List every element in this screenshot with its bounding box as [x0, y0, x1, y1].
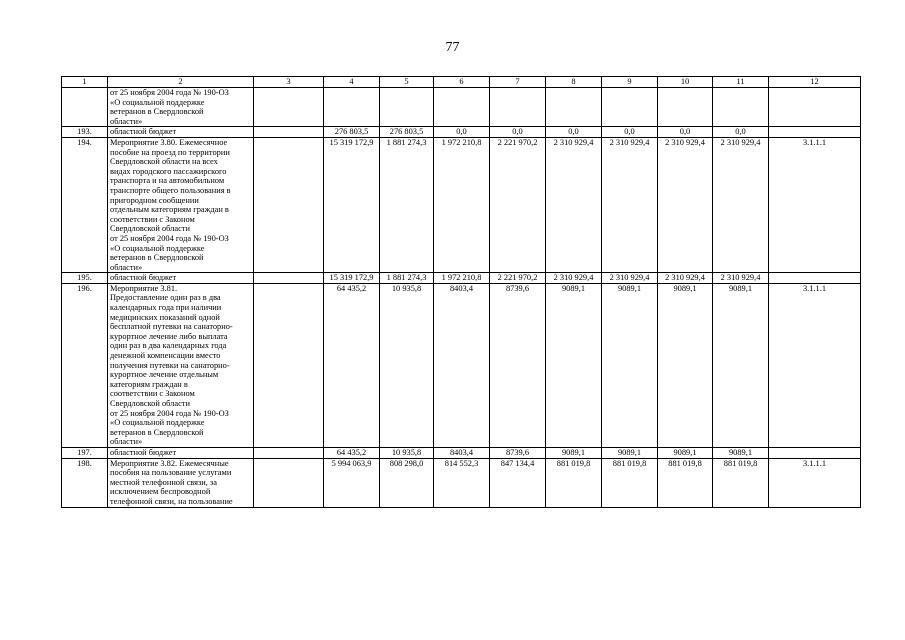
- column-header-9: 9: [602, 77, 658, 88]
- column-header-8: 8: [546, 77, 602, 88]
- value-year-5: 9089,1: [602, 283, 658, 447]
- value-year-6: 0,0: [658, 127, 713, 138]
- value-year-6: 2 310 929,4: [658, 137, 713, 272]
- table-row: [62, 273, 861, 284]
- row-col3: [254, 88, 324, 127]
- value-year-2: 814 552,3: [434, 458, 490, 507]
- value-total: [324, 88, 380, 127]
- value-year-4: [546, 88, 602, 127]
- row-description: областной бюджет: [108, 447, 254, 458]
- value-total: 15 319 172,9: [324, 137, 380, 272]
- column-header-10: 10: [658, 77, 713, 88]
- column-header-6: 6: [434, 77, 490, 88]
- page-number: 77: [445, 40, 460, 55]
- table-row: [62, 88, 861, 127]
- value-year-1: 808 298,0: [380, 458, 434, 507]
- table-row: [62, 447, 861, 458]
- value-total: 64 435,2: [324, 283, 380, 447]
- column-number-header: [62, 77, 861, 88]
- row-description: областной бюджет: [108, 273, 254, 284]
- value-year-2: 1 972 210,8: [434, 273, 490, 284]
- column-header-3: 3: [254, 77, 324, 88]
- value-year-3: 2 221 970,2: [490, 273, 546, 284]
- row-number: 194.: [62, 137, 108, 272]
- target-code: [769, 273, 861, 284]
- value-year-6: 2 310 929,4: [658, 273, 713, 284]
- value-year-4: 9089,1: [546, 283, 602, 447]
- table-row: [62, 137, 861, 272]
- value-year-2: 8403,4: [434, 283, 490, 447]
- value-year-5: [602, 88, 658, 127]
- value-year-4: 2 310 929,4: [546, 137, 602, 272]
- value-year-3: 8739,6: [490, 447, 546, 458]
- value-year-5: 2 310 929,4: [602, 137, 658, 272]
- row-col3: [254, 458, 324, 507]
- target-code: [769, 447, 861, 458]
- value-year-4: 9089,1: [546, 447, 602, 458]
- row-description: Мероприятие 3.81. Предоставление один раз в два календарных года при наличии медицинских показаний одной бесплатной путевки на санаторно- курортное лечение либо выплата один раз в два календарных года денежной компенсации вместо получения путевки на санаторно- курортное лечение отдельным категориям граждан в соответствии с Законом Свердловской области от 25 ноября 2004 года № 190-ОЗ «О социальной поддержке ветеранов в Свердловской области»: [108, 283, 254, 447]
- target-code: 3.1.1.1: [769, 137, 861, 272]
- column-header-1: 1: [62, 77, 108, 88]
- value-year-1: 10 935,8: [380, 447, 434, 458]
- table-row: [62, 283, 861, 447]
- value-year-6: 881 019,8: [658, 458, 713, 507]
- value-year-1: 276 803,5: [380, 127, 434, 138]
- row-description: Мероприятие 3.80. Ежемесячное пособие на проезд по территории Свердловской области на всех видах городского пассажирского транспорта и на автомобильном транспорте общего пользования в пригородном сообщении отдельным категориям граждан в соответствии с Законом Свердловской области от 25 ноября 2004 года № 190-ОЗ «О социальной поддержке ветеранов в Свердловской области»: [108, 137, 254, 272]
- row-number: 197.: [62, 447, 108, 458]
- target-code: [769, 127, 861, 138]
- row-col3: [254, 273, 324, 284]
- value-year-6: 9089,1: [658, 283, 713, 447]
- row-number: 196.: [62, 283, 108, 447]
- target-code: 3.1.1.1: [769, 283, 861, 447]
- value-year-5: 2 310 929,4: [602, 273, 658, 284]
- value-year-7: 9089,1: [713, 447, 769, 458]
- value-year-7: 0,0: [713, 127, 769, 138]
- row-number: 198.: [62, 458, 108, 507]
- value-year-6: [658, 88, 713, 127]
- value-year-7: [713, 88, 769, 127]
- value-total: 15 319 172,9: [324, 273, 380, 284]
- value-year-4: 2 310 929,4: [546, 273, 602, 284]
- value-year-5: 9089,1: [602, 447, 658, 458]
- value-year-3: 0,0: [490, 127, 546, 138]
- column-header-2: 2: [108, 77, 254, 88]
- column-header-12: 12: [769, 77, 861, 88]
- value-year-7: 9089,1: [713, 283, 769, 447]
- value-year-1: 1 881 274,3: [380, 273, 434, 284]
- target-code: 3.1.1.1: [769, 458, 861, 507]
- value-total: 64 435,2: [324, 447, 380, 458]
- value-year-7: 2 310 929,4: [713, 273, 769, 284]
- row-col3: [254, 447, 324, 458]
- target-code: [769, 88, 861, 127]
- value-year-2: [434, 88, 490, 127]
- row-col3: [254, 127, 324, 138]
- value-year-3: 2 221 970,2: [490, 137, 546, 272]
- value-year-4: 0,0: [546, 127, 602, 138]
- value-year-2: 8403,4: [434, 447, 490, 458]
- table-row: [62, 127, 861, 138]
- column-header-7: 7: [490, 77, 546, 88]
- value-year-1: [380, 88, 434, 127]
- value-year-6: 9089,1: [658, 447, 713, 458]
- row-number: [62, 88, 108, 127]
- value-total: 5 994 063,9: [324, 458, 380, 507]
- table-row: [62, 458, 861, 507]
- row-description: областной бюджет: [108, 127, 254, 138]
- value-year-5: 881 019,8: [602, 458, 658, 507]
- budget-table: [61, 76, 861, 508]
- row-number: 193.: [62, 127, 108, 138]
- value-year-5: 0,0: [602, 127, 658, 138]
- column-header-4: 4: [324, 77, 380, 88]
- row-col3: [254, 137, 324, 272]
- value-year-1: 1 881 274,3: [380, 137, 434, 272]
- value-year-7: 881 019,8: [713, 458, 769, 507]
- column-header-5: 5: [380, 77, 434, 88]
- row-description: от 25 ноября 2004 года № 190-ОЗ «О социальной поддержке ветеранов в Свердловской области»: [108, 88, 254, 127]
- row-number: 195.: [62, 273, 108, 284]
- value-year-3: 847 134,4: [490, 458, 546, 507]
- row-col3: [254, 283, 324, 447]
- value-year-3: [490, 88, 546, 127]
- value-year-3: 8739,6: [490, 283, 546, 447]
- column-header-11: 11: [713, 77, 769, 88]
- value-year-4: 881 019,8: [546, 458, 602, 507]
- value-total: 276 803,5: [324, 127, 380, 138]
- value-year-2: 1 972 210,8: [434, 137, 490, 272]
- row-description: Мероприятие 3.82. Ежемесячные пособия на пользование услугами местной телефонной связи, за исключением беспроводной телефонной связи, на пользование: [108, 458, 254, 507]
- value-year-7: 2 310 929,4: [713, 137, 769, 272]
- value-year-1: 10 935,8: [380, 283, 434, 447]
- value-year-2: 0,0: [434, 127, 490, 138]
